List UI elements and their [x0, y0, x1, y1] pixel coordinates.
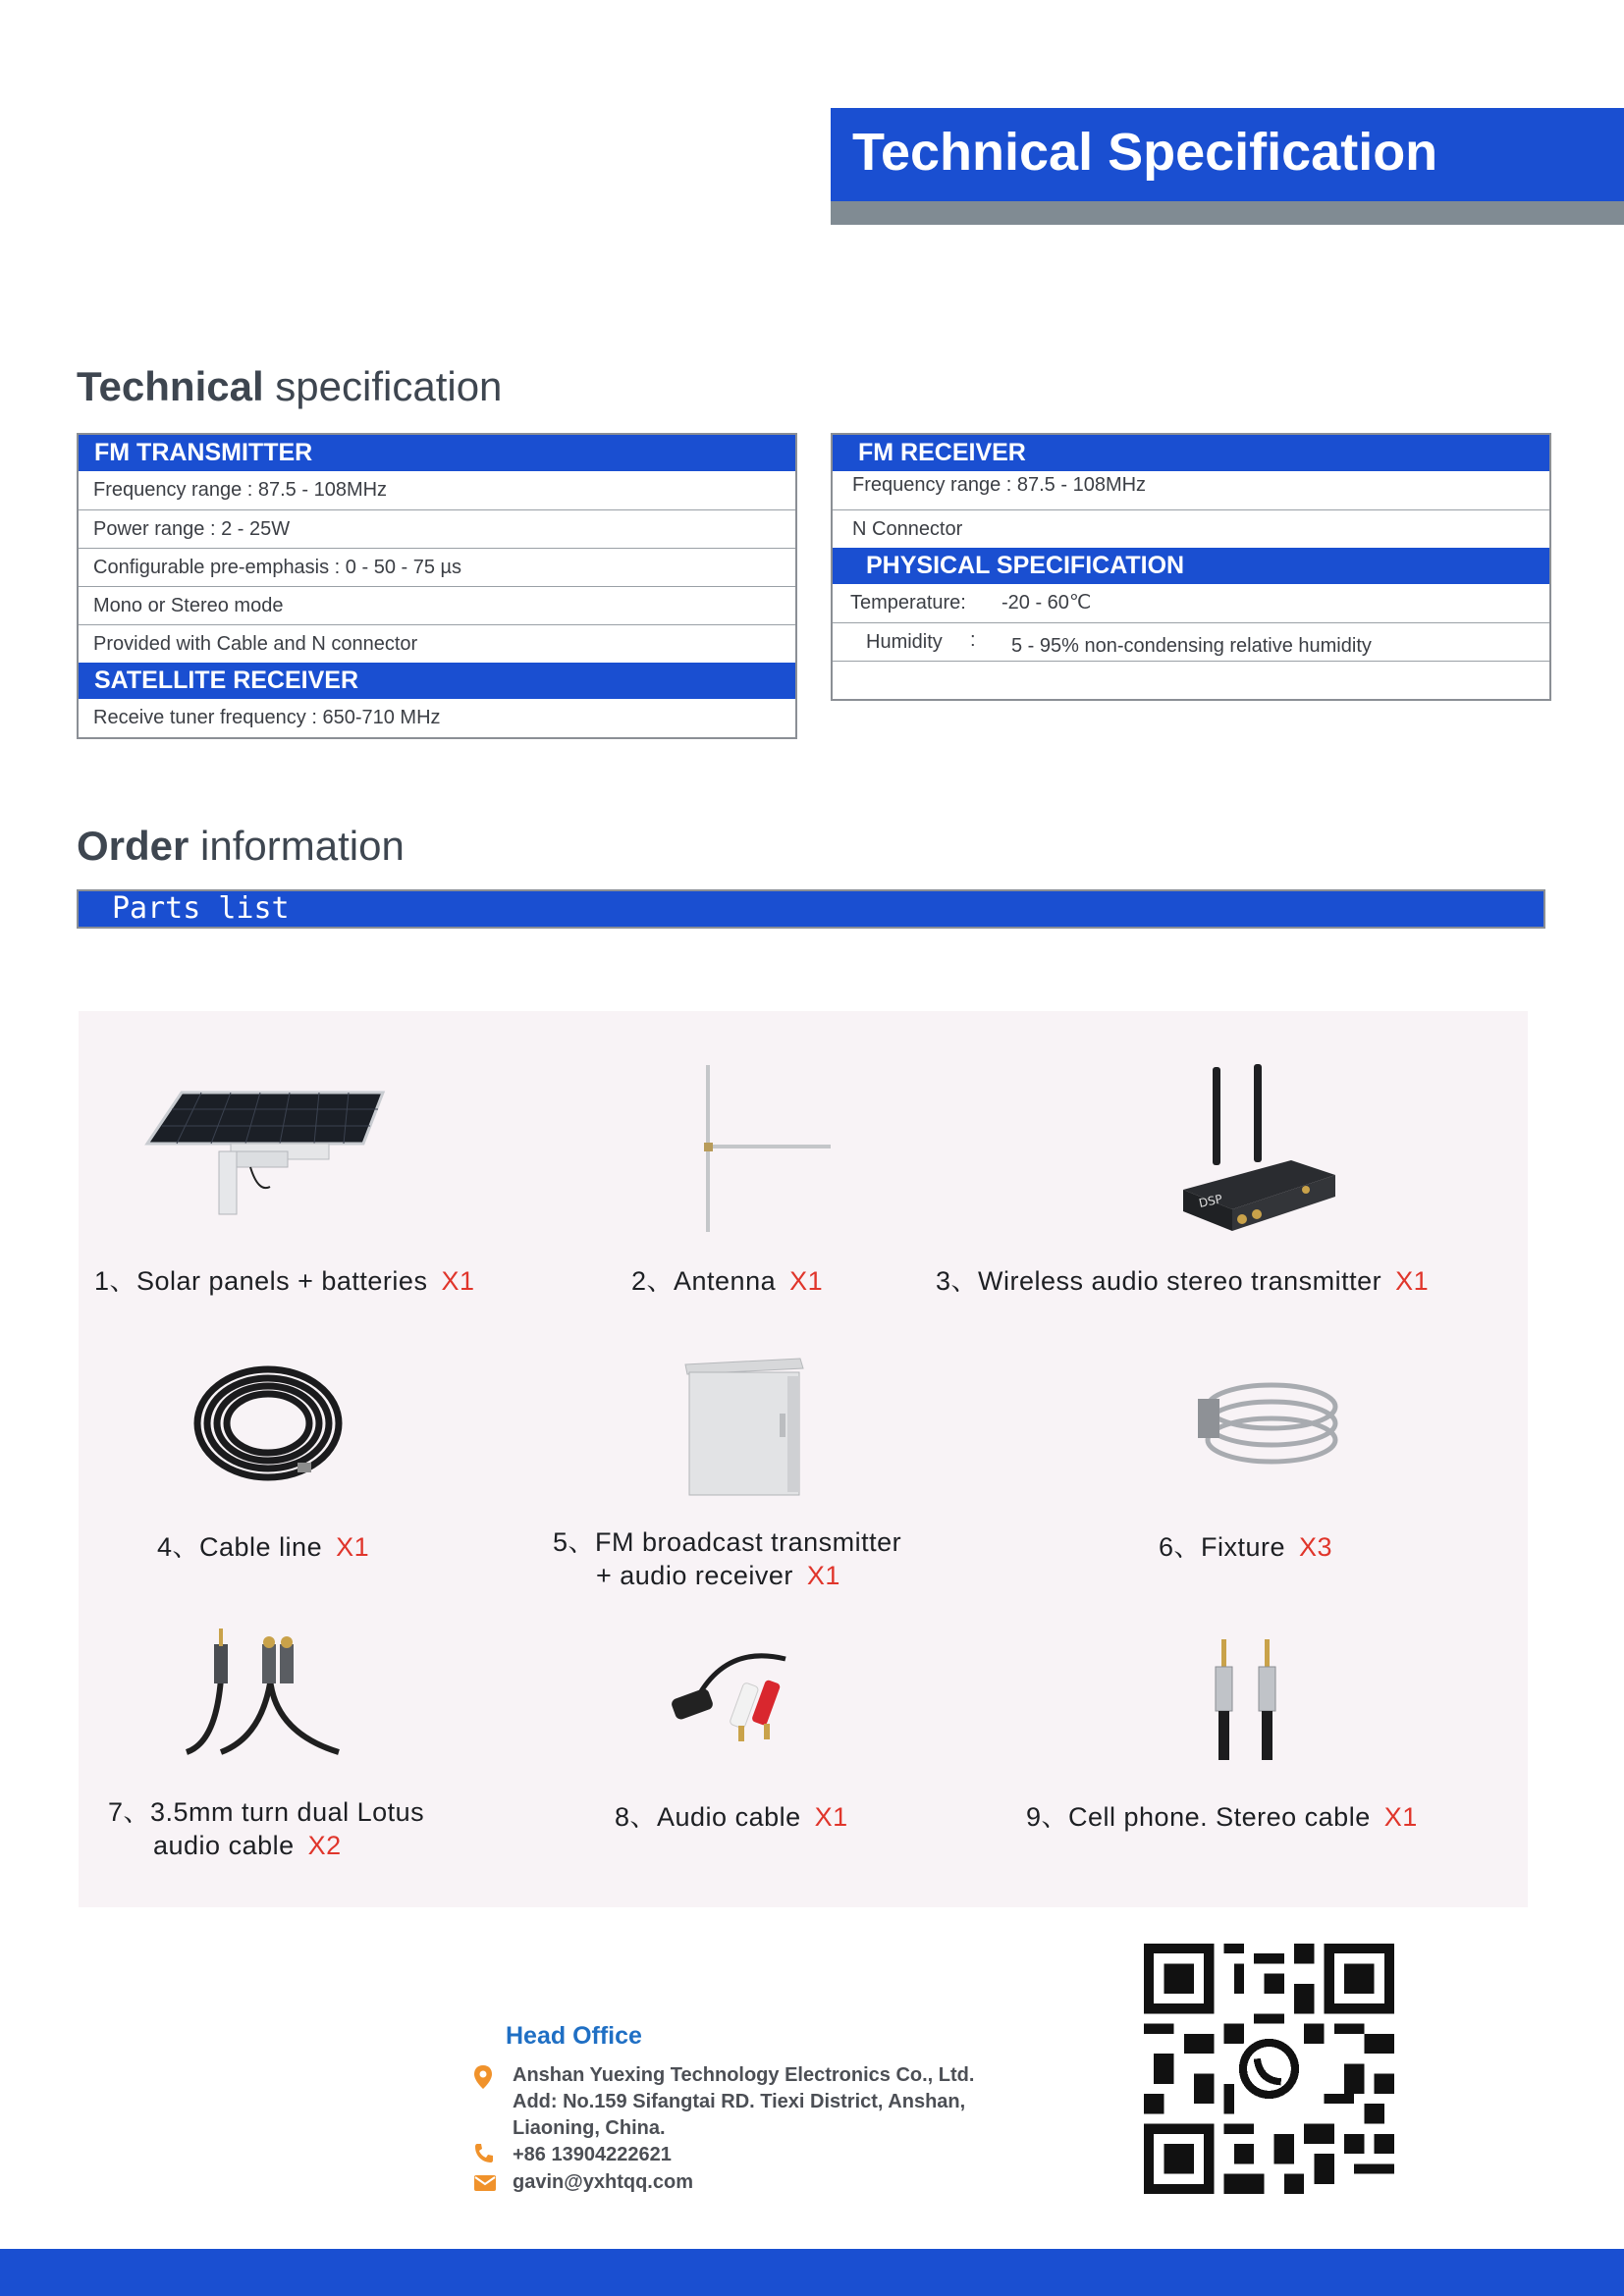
part-label: 8、Audio cable — [615, 1802, 801, 1832]
cable-image — [191, 1364, 349, 1492]
location-pin-icon — [472, 2064, 494, 2090]
temperature-label: Temperature: — [850, 592, 966, 614]
page-title: Technical Specification — [852, 123, 1438, 182]
part-caption-9 — [1026, 1795, 1418, 1834]
part-label: 3、Wireless audio stereo transmitter — [936, 1266, 1382, 1296]
email-icon — [473, 2174, 497, 2192]
fm-receiver-table — [831, 433, 1551, 701]
part-label: 4、Cable line — [157, 1532, 323, 1562]
stereo-cable-image — [1208, 1637, 1316, 1765]
physical-spec-header: PHYSICAL SPECIFICATION — [833, 548, 1549, 584]
part-qty: X3 — [1299, 1532, 1333, 1562]
phone-number[interactable]: +86 13904222621 — [513, 2144, 672, 2165]
table-row: Frequency range : 87.5 - 108MHz — [852, 474, 1147, 496]
part-qty: X1 — [814, 1802, 848, 1832]
part-label: 1、Solar panels + batteries — [94, 1266, 428, 1296]
table-row: Power range : 2 - 25W — [79, 509, 795, 548]
part-caption-1 — [94, 1259, 474, 1298]
part-label: 5、FM broadcast transmitter — [553, 1527, 902, 1557]
temperature-row — [833, 584, 1549, 622]
humidity-separator: : — [970, 629, 976, 651]
svg-text:DSP: DSP — [1197, 1192, 1224, 1210]
transmitter-image — [1173, 1062, 1345, 1239]
table-row: N Connector — [833, 509, 1549, 548]
audio-cable-image — [668, 1639, 825, 1752]
part-label: 2、Antenna — [631, 1266, 777, 1296]
address-line-1: Add: No.159 Sifangtai RD. Tiexi District, Anshan, — [513, 2091, 966, 2112]
lotus-cable-image — [182, 1625, 349, 1757]
part-qty: X2 — [307, 1831, 342, 1860]
bottom-bar — [0, 2249, 1624, 2296]
order-title-bold: Order — [77, 823, 189, 869]
table-row: Mono or Stereo mode — [79, 586, 795, 624]
part-caption-6 — [1159, 1525, 1332, 1564]
table-row: Configurable pre-emphasis : 0 - 50 - 75 µs — [79, 548, 795, 586]
fm-transmitter-table — [77, 433, 797, 739]
fixture-image — [1178, 1369, 1345, 1487]
order-section-title — [77, 823, 405, 870]
part-qty: X1 — [441, 1266, 475, 1296]
part-qty: X1 — [789, 1266, 824, 1296]
part-caption-2 — [631, 1259, 823, 1298]
temperature-value: -20 - 60℃ — [1001, 592, 1092, 614]
tech-title-bold: Technical — [77, 363, 264, 409]
part-caption-7 — [108, 1795, 424, 1862]
company-name: Anshan Yuexing Technology Electronics Co., Ltd. — [513, 2064, 975, 2086]
satellite-receiver-header: SATELLITE RECEIVER — [79, 663, 795, 699]
part-label: 6、Fixture — [1159, 1532, 1286, 1562]
table-row: Provided with Cable and N connector — [79, 624, 795, 663]
part-label: 9、Cell phone. Stereo cable — [1026, 1802, 1371, 1832]
table-row: Frequency range : 87.5 - 108MHz — [93, 479, 388, 501]
part-label-line2: audio cable — [153, 1831, 295, 1860]
fm-transmitter-header: FM TRANSMITTER — [79, 435, 795, 471]
tech-title-rest: specification — [263, 363, 503, 409]
header-banner-strip — [831, 201, 1624, 225]
part-caption-8 — [615, 1795, 848, 1834]
part-caption-3 — [936, 1259, 1429, 1298]
antenna-image — [687, 1060, 835, 1237]
phone-icon — [472, 2142, 496, 2165]
part-qty: X1 — [806, 1561, 840, 1590]
email-address[interactable]: gavin@yxhtqq.com — [513, 2171, 693, 2193]
tech-section-title — [77, 363, 502, 410]
part-qty: X1 — [336, 1532, 370, 1562]
address-line-2: Liaoning, China. — [513, 2117, 666, 2139]
order-title-rest: information — [189, 823, 405, 869]
part-qty: X1 — [1383, 1802, 1418, 1832]
parts-list-bar: Parts list — [77, 889, 1545, 929]
table-row: Receive tuner frequency : 650-710 MHz — [93, 707, 441, 728]
whatsapp-qr-code — [1134, 1944, 1404, 2194]
humidity-row — [833, 622, 1549, 661]
humidity-value: 5 - 95% non-condensing relative humidity — [1011, 635, 1372, 657]
part-qty: X1 — [1395, 1266, 1430, 1296]
part-label: 7、3.5mm turn dual Lotus — [108, 1797, 425, 1827]
part-label-line2: + audio receiver — [596, 1561, 793, 1590]
solar-panel-image — [142, 1085, 388, 1222]
fm-receiver-header: FM RECEIVER — [833, 435, 1549, 471]
humidity-label: Humidity — [866, 631, 943, 653]
enclosure-image — [677, 1355, 815, 1502]
part-caption-5 — [553, 1525, 901, 1592]
part-caption-4 — [157, 1525, 369, 1564]
table-row-empty — [833, 661, 1549, 699]
head-office-title: Head Office — [506, 2022, 642, 2050]
